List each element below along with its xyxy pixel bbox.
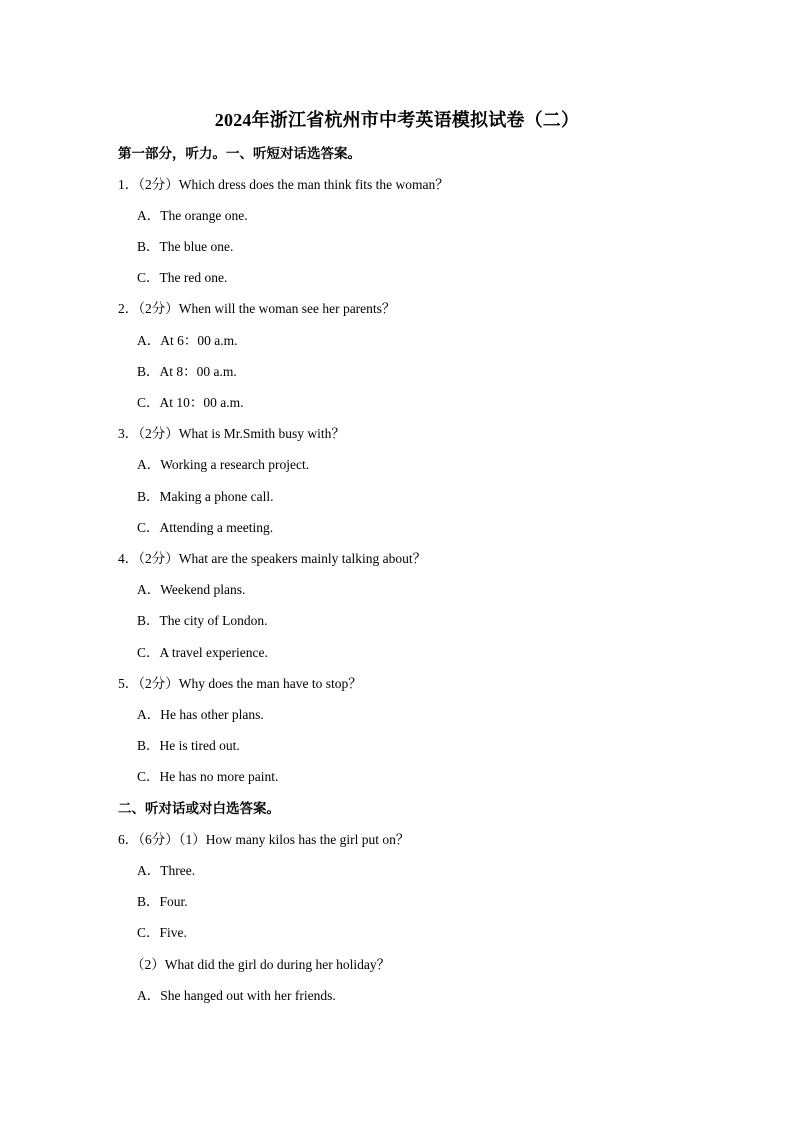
part1-heading: 第一部分，听力。一、听短对话选答案。 <box>118 146 361 161</box>
question-3-option-b: B．Making a phone call. <box>137 489 274 504</box>
question-1-option-b: B．The blue one. <box>137 239 234 254</box>
question-2-option-b: B．At 8：00 a.m. <box>137 364 237 379</box>
question-1-stem: 1．（2分）Which dress does the man think fits the woman？ <box>118 177 449 192</box>
question-4-option-b: B．The city of London. <box>137 613 268 628</box>
question-6-option-b: B．Four. <box>137 894 188 909</box>
question-6-sub2-option-a: A．She hanged out with her friends. <box>137 988 336 1003</box>
question-4-stem: 4．（2分）What are the speakers mainly talking about？ <box>118 551 427 566</box>
question-1-option-a: A．The orange one. <box>137 208 248 223</box>
question-4-option-c: C．A travel experience. <box>137 645 268 660</box>
question-2-option-c: C．At 10：00 a.m. <box>137 395 244 410</box>
question-5-stem: 5．（2分）Why does the man have to stop？ <box>118 676 362 691</box>
question-6-option-a: A．Three. <box>137 863 196 878</box>
question-5-option-b: B．He is tired out. <box>137 738 240 753</box>
question-3-stem: 3．（2分）What is Mr.Smith busy with？ <box>118 426 345 441</box>
question-6-option-c: C．Five. <box>137 925 187 940</box>
question-2-option-a: A．At 6：00 a.m. <box>137 333 238 348</box>
question-5-option-a: A．He has other plans. <box>137 707 264 722</box>
part2-heading: 二、听对话或对白选答案。 <box>118 801 280 816</box>
question-6-sub2-stem: （2）What did the girl do during her holiday？ <box>131 957 391 972</box>
exam-title: 2024年浙江省杭州市中考英语模拟试卷（二） <box>214 110 580 130</box>
question-3-option-c: C．Attending a meeting. <box>137 520 274 535</box>
question-3-option-a: A．Working a research project. <box>137 457 310 472</box>
question-2-stem: 2．（2分）When will the woman see her parents？ <box>118 301 396 316</box>
question-1-option-c: C．The red one. <box>137 270 228 285</box>
question-4-option-a: A．Weekend plans. <box>137 582 246 597</box>
question-6-stem: 6．（6分）（1）How many kilos has the girl put on？ <box>118 832 410 847</box>
question-5-option-c: C．He has no more paint. <box>137 769 279 784</box>
